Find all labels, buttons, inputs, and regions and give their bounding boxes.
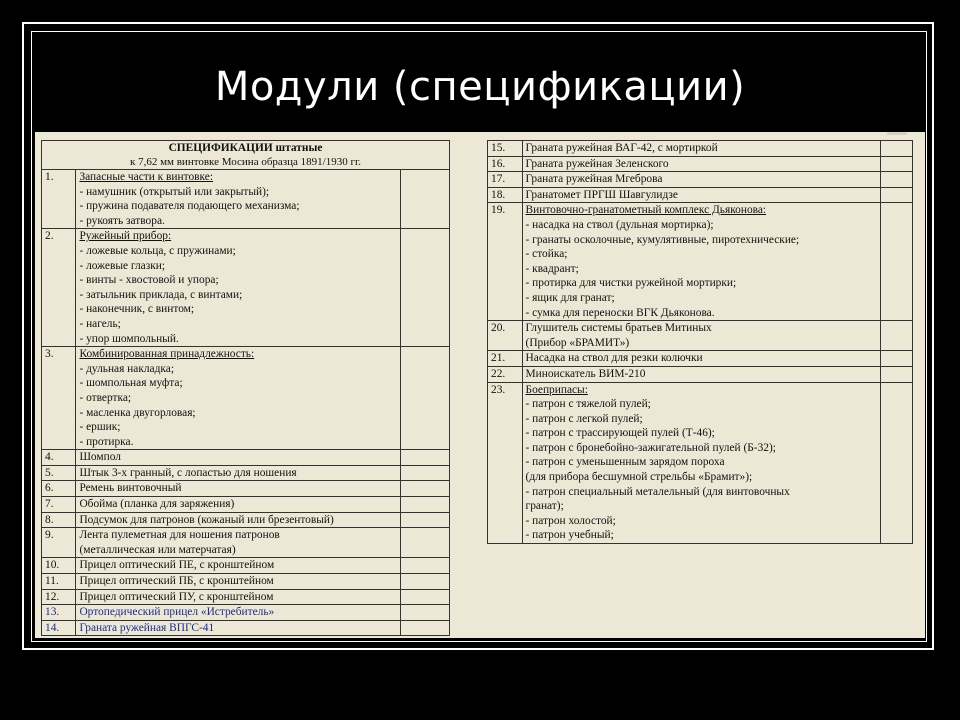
row-number: 17.: [488, 172, 523, 188]
table-row: [42, 558, 450, 574]
row-number: 5.: [42, 465, 76, 481]
row-item-text: - намушник (открытый или закрытый);: [79, 185, 270, 198]
row-description: [76, 170, 400, 229]
row-description: [76, 347, 400, 450]
row-item-text: Граната ружейная Мгеброва: [525, 173, 663, 186]
row-description: [76, 574, 400, 590]
row-mark-cell: [880, 172, 912, 188]
row-number: 1.: [42, 170, 76, 229]
table-row: [42, 528, 450, 558]
row-heading: Запасные части к винтовке:: [79, 171, 213, 183]
row-item-text: - патрон с уменьшенным зарядом пороха: [525, 456, 725, 469]
table-row: [42, 574, 450, 590]
table-row: [488, 187, 913, 203]
row-description: [522, 382, 880, 544]
table-row: [42, 347, 450, 450]
row-item-text: Гранатомет ПРГШ Шавгулидзе: [525, 188, 678, 201]
row-item-text: - насадка на ствол (дульная мортирка);: [525, 218, 714, 231]
row-item-text: - стойка;: [525, 248, 568, 261]
row-mark-cell: [400, 512, 449, 528]
row-item-text: - ложевые кольца, с пружинами;: [79, 244, 236, 257]
row-item-text: - нагель;: [79, 317, 121, 330]
row-number: 22.: [488, 366, 523, 382]
sheet-edge-mark: [887, 132, 907, 135]
row-mark-cell: [880, 187, 912, 203]
row-item-text: Подсумок для патронов (кожаный или брезентовый): [79, 513, 334, 526]
row-description: [76, 528, 400, 558]
table-row: [488, 321, 913, 351]
row-number: 10.: [42, 558, 76, 574]
row-mark-cell: [880, 351, 912, 367]
row-description: [522, 187, 880, 203]
row-mark-cell: [400, 528, 449, 558]
row-description: [76, 620, 400, 636]
row-item-text: - ложевые глазки;: [79, 259, 166, 272]
row-item-text: Ортопедический прицел «Истребитель»: [79, 606, 275, 619]
row-item-text: - затыльник приклада, с винтами;: [79, 288, 243, 301]
table-row: [42, 170, 450, 229]
right-table-body: [488, 141, 913, 544]
row-item-text: - рукоять затвора.: [79, 214, 165, 227]
row-mark-cell: [400, 558, 449, 574]
table-row: [488, 366, 913, 382]
right-spec-table: [487, 140, 913, 544]
row-item-text: - патрон холостой;: [525, 514, 616, 527]
left-spec-table: [41, 140, 450, 636]
row-item-text: - масленка двугорловая;: [79, 406, 196, 419]
row-mark-cell: [880, 382, 912, 544]
row-item-text: Лента пулеметная для ношения патронов: [79, 529, 280, 542]
row-item-text: - патрон учебный;: [525, 529, 614, 542]
row-item-text: Прицел оптический ПЕ, с кронштейном: [79, 559, 275, 572]
row-item-text: - квадрант;: [525, 262, 579, 275]
row-item-text: - дульная накладка;: [79, 362, 174, 375]
row-number: 8.: [42, 512, 76, 528]
row-item-text: - патрон специальный металельный (для винтовочных: [525, 485, 790, 498]
left-table-body: [42, 170, 450, 636]
row-description: [522, 366, 880, 382]
row-mark-cell: [880, 366, 912, 382]
left-table-header-row: [42, 141, 450, 170]
row-item-text: (металлическая или матерчатая): [79, 543, 236, 556]
row-description: [76, 605, 400, 621]
row-number: 21.: [488, 351, 523, 367]
row-item-text: Глушитель системы братьев Митиных: [525, 322, 712, 335]
table-row: [488, 382, 913, 544]
row-item-text: - ящик для гранат;: [525, 291, 615, 304]
row-number: 14.: [42, 620, 76, 636]
row-mark-cell: [400, 465, 449, 481]
row-description: [76, 465, 400, 481]
table-row: [42, 450, 450, 466]
row-number: 11.: [42, 574, 76, 590]
row-item-text: - наконечник, с винтом;: [79, 303, 195, 316]
row-item-text: - патрон с тяжелой пулей;: [525, 398, 651, 411]
row-description: [76, 450, 400, 466]
row-item-text: - упор шомпольный.: [79, 332, 179, 345]
specification-sheet-image: [35, 132, 925, 638]
row-item-text: - протирка для чистки ружейной мортирки;: [525, 277, 737, 290]
left-table-header: [42, 141, 450, 170]
row-description: [76, 497, 400, 513]
row-mark-cell: [400, 605, 449, 621]
table-row: [42, 465, 450, 481]
row-heading: Винтовочно-гранатометный комплекс Дьяконова:: [525, 204, 767, 217]
row-item-text: - пружина подавателя подающего механизма;: [79, 200, 300, 213]
row-description: [522, 203, 880, 321]
row-item-text: - шомпольная муфта;: [79, 377, 183, 390]
table-row: [42, 481, 450, 497]
row-description: [76, 512, 400, 528]
table-row: [488, 203, 913, 321]
row-item-text: (Прибор «БРАМИТ»): [525, 336, 630, 349]
row-heading: Комбинированная принадлежность:: [79, 348, 255, 361]
row-item-text: Насадка на ствол для резки колючки: [525, 352, 703, 365]
table-row: [488, 141, 913, 157]
row-mark-cell: [400, 170, 449, 229]
row-description: [522, 351, 880, 367]
row-mark-cell: [400, 450, 449, 466]
row-number: 3.: [42, 347, 76, 450]
row-item-text: Обойма (планка для заряжения): [79, 498, 235, 511]
row-mark-cell: [880, 203, 912, 321]
slide-title: Модули (спецификации): [214, 64, 746, 110]
row-item-text: - ершик;: [79, 421, 121, 434]
table-row: [42, 620, 450, 636]
row-item-text: Граната ружейная ВАГ-42, с мортиркой: [525, 142, 718, 154]
row-item-text: Граната ружейная ВПГС-41: [79, 621, 215, 634]
row-number: 16.: [488, 156, 523, 172]
row-number: 2.: [42, 229, 76, 347]
row-heading: Боеприпасы:: [525, 383, 588, 396]
row-number: 19.: [488, 203, 523, 321]
table-row: [42, 497, 450, 513]
row-item-text: - отвертка;: [79, 391, 132, 404]
row-mark-cell: [400, 497, 449, 513]
row-item-text: - патрон с легкой пулей;: [525, 412, 643, 425]
row-number: 6.: [42, 481, 76, 497]
table-row: [42, 589, 450, 605]
row-item-text: - сумка для переноски ВГК Дьяконова.: [525, 306, 715, 319]
row-description: [522, 321, 880, 351]
row-description: [76, 558, 400, 574]
row-item-text: - винты - хвостовой и упора;: [79, 274, 219, 287]
table-row: [42, 512, 450, 528]
row-number: 12.: [42, 589, 76, 605]
row-item-text: Прицел оптический ПБ, с кронштейном: [79, 575, 274, 588]
row-mark-cell: [400, 589, 449, 605]
row-item-text: - протирка.: [79, 435, 134, 448]
row-number: 7.: [42, 497, 76, 513]
row-item-text: (для прибора бесшумной стрельбы «Брамит»);: [525, 471, 753, 484]
row-number: 4.: [42, 450, 76, 466]
row-number: 15.: [488, 141, 523, 157]
header-line-1: СПЕЦИФИКАЦИИ штатные: [168, 142, 323, 154]
table-row: [488, 156, 913, 172]
row-number: 9.: [42, 528, 76, 558]
row-number: 23.: [488, 382, 523, 544]
row-description: [522, 141, 880, 157]
row-mark-cell: [880, 141, 912, 157]
row-description: [522, 172, 880, 188]
row-item-text: Прицел оптический ПУ, с кронштейном: [79, 590, 274, 603]
row-description: [522, 156, 880, 172]
row-mark-cell: [880, 321, 912, 351]
row-number: 13.: [42, 605, 76, 621]
row-item-text: Штык 3-х гранный, с лопастью для ношения: [79, 466, 297, 479]
row-number: 20.: [488, 321, 523, 351]
row-number: 18.: [488, 187, 523, 203]
row-description: [76, 481, 400, 497]
row-description: [76, 229, 400, 347]
row-description: [76, 589, 400, 605]
row-item-text: гранат);: [525, 500, 564, 513]
table-row: [42, 605, 450, 621]
table-row: [488, 172, 913, 188]
row-item-text: Миноискатель ВИМ-210: [525, 367, 646, 380]
row-item-text: - гранаты осколочные, кумулятивные, пиротехнические;: [525, 233, 800, 246]
table-row: [488, 351, 913, 367]
row-mark-cell: [400, 620, 449, 636]
row-item-text: - патрон с трассирующей пулей (Т-46);: [525, 427, 715, 440]
row-mark-cell: [880, 156, 912, 172]
row-item-text: Ремень винтовочный: [79, 482, 182, 495]
row-mark-cell: [400, 574, 449, 590]
row-mark-cell: [400, 481, 449, 497]
row-heading: Ружейный прибор:: [79, 230, 172, 243]
row-mark-cell: [400, 229, 449, 347]
row-mark-cell: [400, 347, 449, 450]
header-line-2: к 7,62 мм винтовке Мосина образца 1891/1930 гг.: [129, 156, 362, 168]
row-item-text: - патрон с бронебойно-зажигательной пулей (Б-32);: [525, 441, 776, 454]
row-item-text: Граната ружейная Зеленского: [525, 157, 669, 170]
row-item-text: Шомпол: [79, 451, 121, 464]
table-row: [42, 229, 450, 347]
